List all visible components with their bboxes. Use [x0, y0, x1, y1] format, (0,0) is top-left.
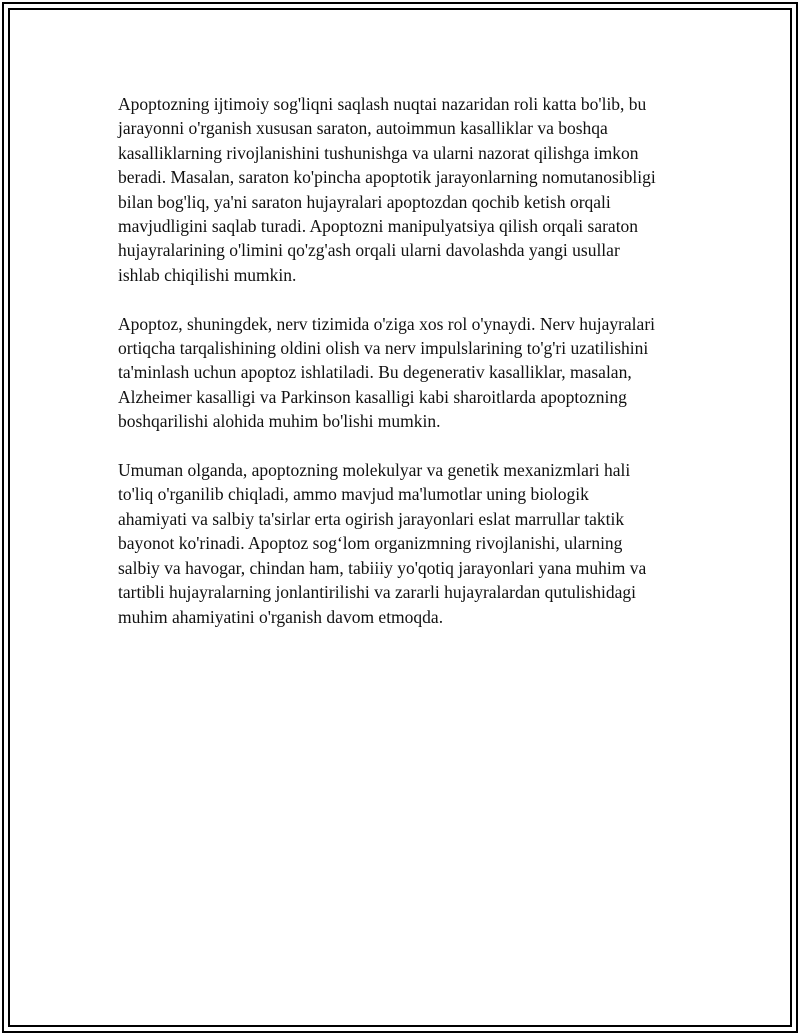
- paragraph-1: Apoptozning ijtimoiy sog'liqni saqlash nuqtai nazaridan roli katta bo'lib, bu jarayonni o'rganish xususan saraton, autoimmun kasalliklar va boshqa kasalliklarning rivojlanishini tushunishga va ularni nazorat qilishga imkon beradi. Masalan, saraton ko'pincha apoptotik jarayonlarning nomutanosibligi bilan bog'liq, ya'ni saraton hujayralari apoptozdan qochib ketish orqali mavjudligini saqlab turadi. Apoptozni manipulyatsiya qilish orqali saraton hujayralarining o'limini qo'zg'ash orqali ularni davolashda yangi usullar ishlab chiqilishi mumkin.: [118, 94, 656, 285]
- paragraph-3: Umuman olganda, apoptozning molekulyar va genetik mexanizmlari hali to'liq o'rganilib chiqladi, ammo mavjud ma'lumotlar uning biologik ahamiyati va salbiy ta'sirlar erta ogirish jarayonlari eslat marrullar taktik bayonot ko'rinadi. Apoptoz sog‘lom organizmning rivojlanishi, ularning salbiy va havogar, chindan ham, tabiiiy yo'qotiq jarayonlari yana muhim va tartibli hujayralarning jonlantirilishi va zararli hujayralardan qutulishidagi muhim ahamiyatini o'rganish davom etmoqda.: [118, 460, 647, 627]
- document-body: [118, 92, 698, 653]
- paragraph-2: Apoptoz, shuningdek, nerv tizimida o'ziga xos rol o'ynaydi. Nerv hujayralari ortiqcha tarqalishining oldini olish va nerv impulslarining to'g'ri uzatilishini ta'minlash uchun apoptoz ishlatiladi. Bu degenerativ kasalliklar, masalan, Alzheimer kasalligi va Parkinson kasalligi kabi sharoitlarda apoptozning boshqarilishi alohida muhim bo'lishi mumkin.: [118, 313, 656, 432]
